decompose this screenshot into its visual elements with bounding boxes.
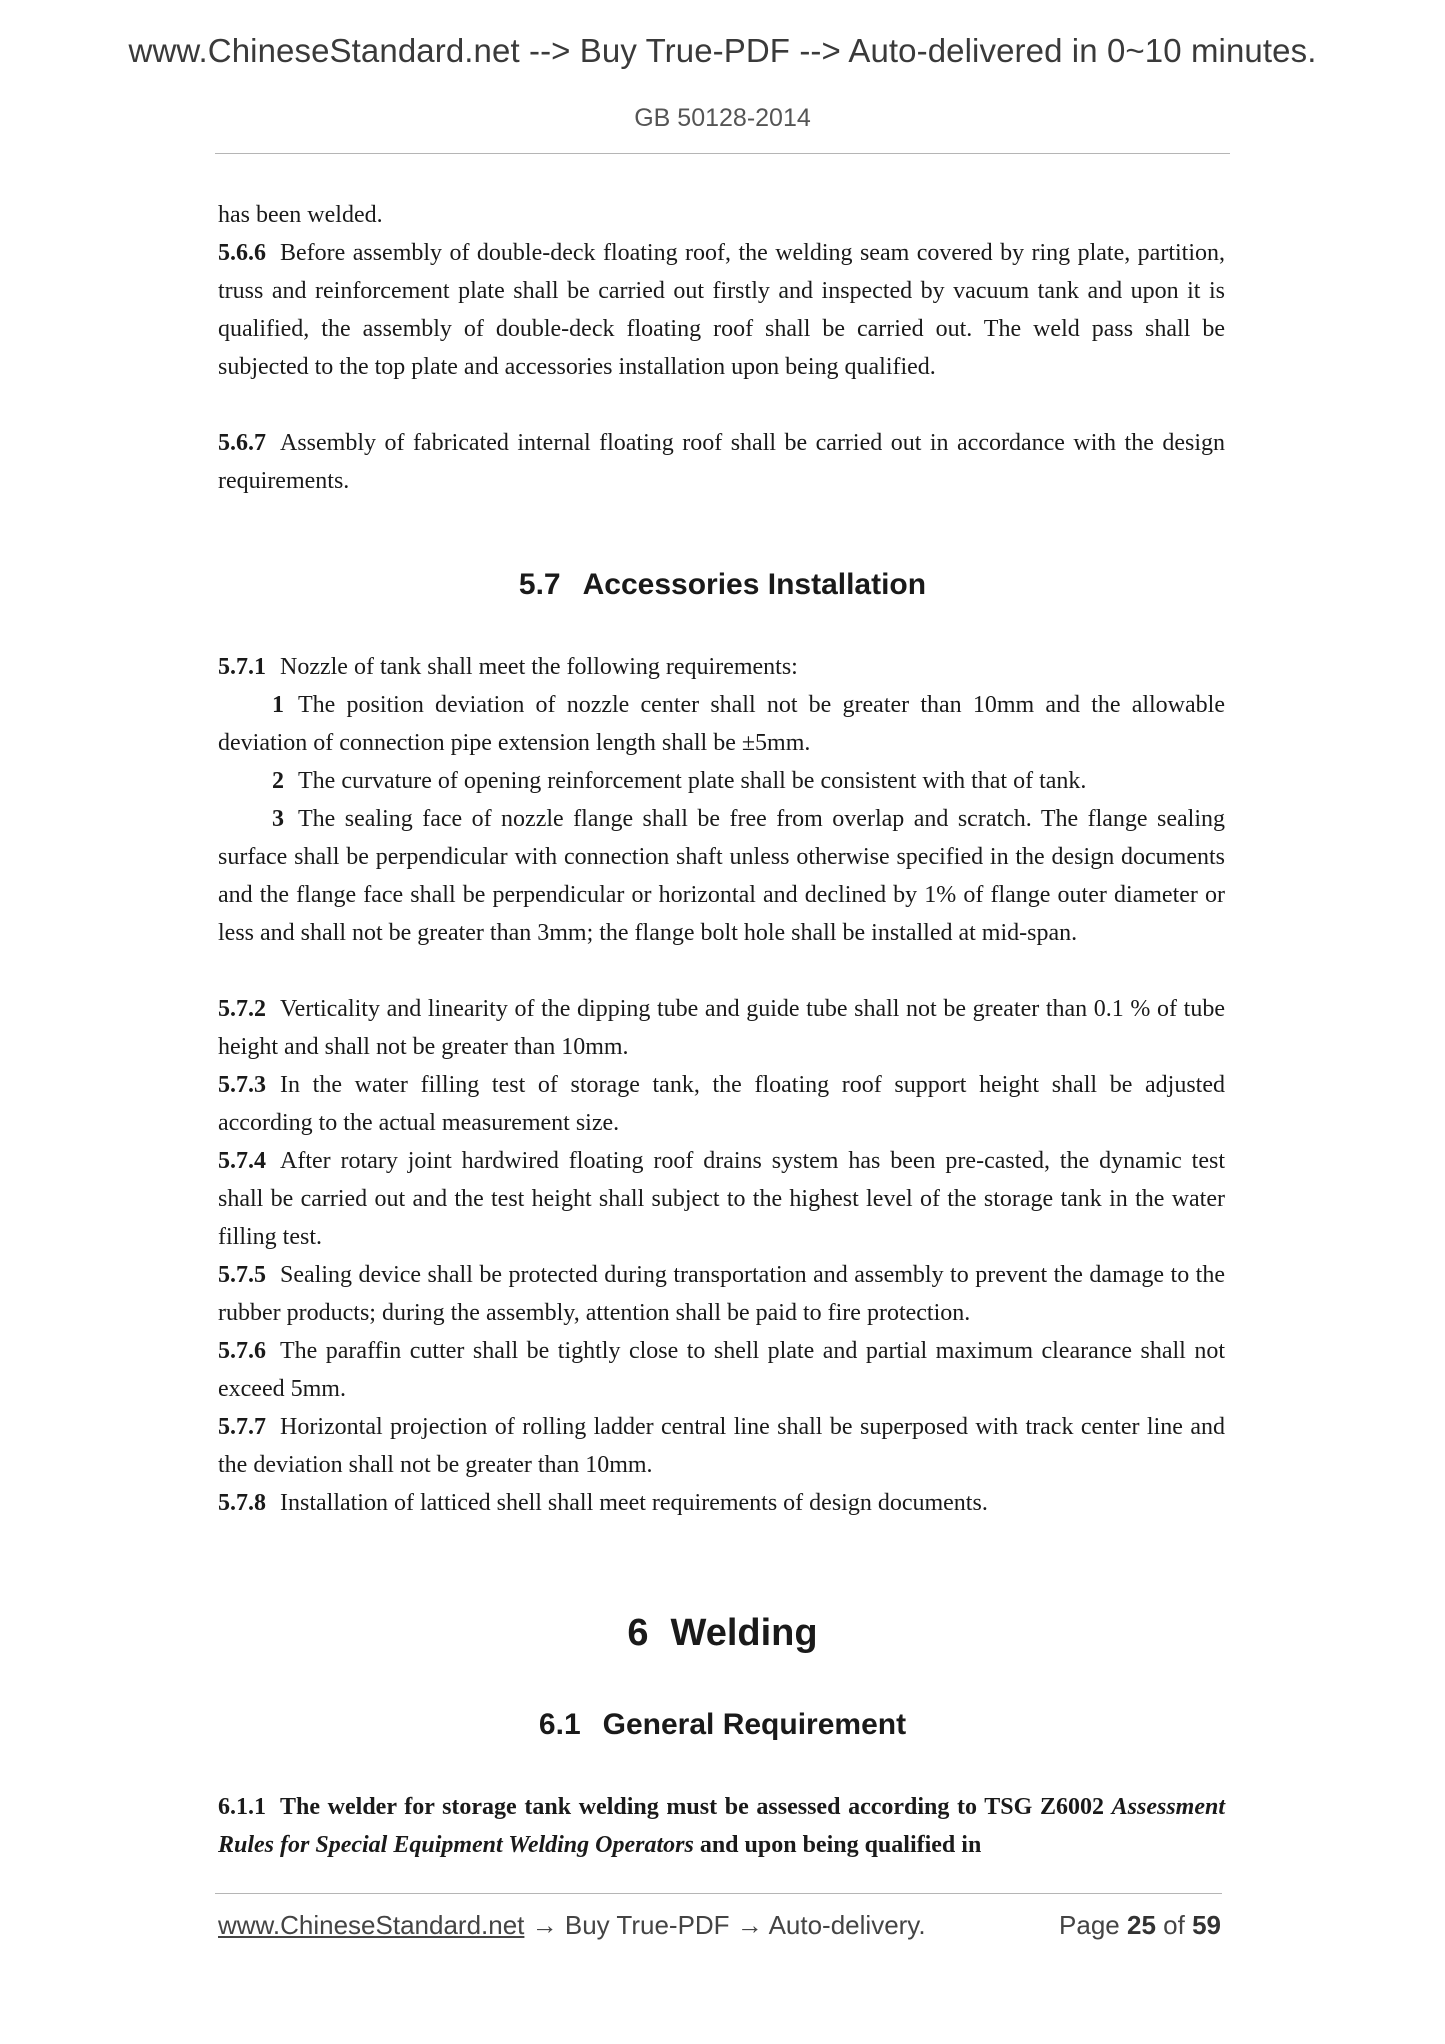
clause-5-7-3 [218, 1066, 1225, 1142]
item-text: The curvature of opening reinforcement plate shall be consistent with that of tank. [298, 768, 1087, 794]
section-heading-5-7 [0, 568, 1445, 602]
item-number: 2 [272, 768, 284, 794]
total-pages-number: 59 [1192, 1910, 1221, 1940]
clause-text: Installation of latticed shell shall meet requirements of design documents. [280, 1490, 988, 1516]
page-label: Page [1059, 1910, 1120, 1940]
chapter-number: 6 [627, 1612, 649, 1654]
chapter-heading-6 [0, 1612, 1445, 1655]
clause-6-1-1 [218, 1788, 1225, 1864]
clause-number: 5.7.1 [218, 654, 266, 680]
clause-5-6-6 [218, 234, 1225, 386]
item-number: 1 [272, 692, 284, 718]
of-label: of [1163, 1910, 1185, 1940]
clause-number: 5.6.6 [218, 240, 266, 266]
clause-number: 5.7.4 [218, 1148, 266, 1174]
page-indicator [1059, 1910, 1221, 1941]
clause-number: 5.7.2 [218, 996, 266, 1022]
footer-site-link[interactable]: www.ChineseStandard.net [218, 1910, 525, 1940]
footer-divider [215, 1893, 1222, 1894]
clause-text: The paraffin cutter shall be tightly close to shell plate and partial maximum clearance shall not exceed 5mm. [218, 1338, 1225, 1402]
clause-text: Nozzle of tank shall meet the following requirements: [280, 654, 798, 680]
clause-5-7-7 [218, 1408, 1225, 1484]
section-title: General Requirement [602, 1708, 907, 1741]
continuation-paragraph [218, 196, 1225, 234]
clause-5-7-8 [218, 1484, 1225, 1522]
clause-5-7-4 [218, 1142, 1225, 1256]
item-text: The position deviation of nozzle center shall not be greater than 10mm and the allowable deviation of connection pipe extension length shall be ±5mm. [218, 692, 1225, 756]
item-text: The sealing face of nozzle flange shall be free from overlap and scratch. The flange sealing surface shall be perpendicular with connection shaft unless otherwise specified in the design documents and the flange face shall be perpendicular or horizontal and declined by 1% of flange outer diameter or less and shall not be greater than 3mm; the flange bolt hole shall be installed at mid-span. [218, 806, 1225, 946]
section-heading-6-1 [0, 1708, 1445, 1742]
clause-number: 5.6.7 [218, 430, 266, 456]
clause-text: The welder for storage tank welding must be assessed according to TSG Z6002 [280, 1794, 1104, 1820]
clause-text: Horizontal projection of rolling ladder central line shall be superposed with track center line and the deviation shall not be greater than 10mm. [218, 1414, 1225, 1478]
clause-text: Assembly of fabricated internal floating roof shall be carried out in accordance with the design requirements. [218, 430, 1225, 494]
clause-5-7-6 [218, 1332, 1225, 1408]
top-banner: www.ChineseStandard.net --> Buy True-PDF --> Auto-delivered in 0~10 minutes. [128, 32, 1317, 69]
clause-text-continued: and upon being qualified in [699, 1832, 982, 1858]
chapter-title: Welding [670, 1612, 818, 1654]
clause-number: 5.7.3 [218, 1072, 266, 1098]
list-item [218, 686, 1225, 762]
clause-5-7-1 [218, 648, 1225, 686]
clause-number: 5.7.6 [218, 1338, 266, 1364]
list-item [218, 762, 1225, 800]
clause-text: After rotary joint hardwired floating roof drains system has been pre-casted, the dynamic test shall be carried out and the test height shall subject to the highest level of the storage tank in the water filling test. [218, 1148, 1225, 1250]
clause-5-6-7 [218, 424, 1225, 500]
clause-5-7-2 [218, 990, 1225, 1066]
continuation-text: has been welded. [218, 202, 383, 228]
section-number: 6.1 [538, 1708, 581, 1741]
item-number: 3 [272, 806, 284, 832]
clause-text: Sealing device shall be protected during transportation and assembly to prevent the damage to the rubber products; during the assembly, attention shall be paid to fire protection. [218, 1262, 1225, 1326]
cited-standard-title: Assessment Rules for Special Equipment Welding Operators [218, 1794, 1226, 1858]
clause-text: Before assembly of double-deck floating roof, the welding seam covered by ring plate, partition, truss and reinforcement plate shall be carried out firstly and inspected by vacuum tank and upon it is qualified, the assembly of double-deck floating roof shall be carried out. The weld pass shall be subjected to the top plate and accessories installation upon being qualified. [218, 240, 1225, 380]
clause-number: 5.7.5 [218, 1262, 266, 1288]
clause-text: In the water filling test of storage tank, the floating roof support height shall be adjusted according to the actual measurement size. [218, 1072, 1225, 1136]
clause-text: Verticality and linearity of the dipping tube and guide tube shall not be greater than 0.1 % of tube height and shall not be greater than 10mm. [218, 996, 1225, 1060]
section-number: 5.7 [518, 568, 561, 601]
header-divider [215, 153, 1230, 154]
clause-number: 6.1.1 [218, 1794, 266, 1820]
current-page-number: 25 [1127, 1910, 1156, 1940]
list-item [218, 800, 1225, 952]
page-footer [218, 1910, 1225, 1950]
clause-5-7-5 [218, 1256, 1225, 1332]
clause-number: 5.7.8 [218, 1490, 266, 1516]
document-code: GB 50128-2014 [634, 104, 811, 132]
section-title: Accessories Installation [582, 568, 927, 601]
footer-tagline: → Buy True-PDF → Auto-delivery. [524, 1910, 926, 1940]
clause-number: 5.7.7 [218, 1414, 266, 1440]
